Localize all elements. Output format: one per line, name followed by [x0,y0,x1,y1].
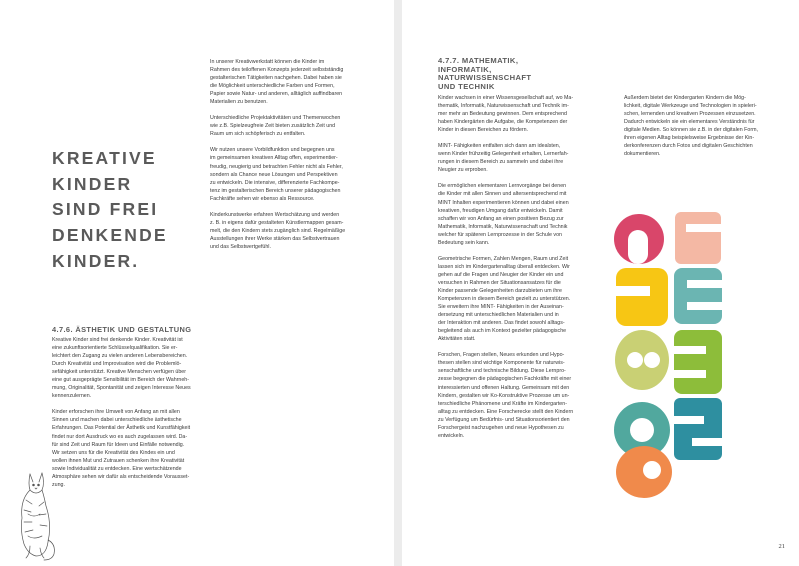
paragraph: Kreative Kinder sind frei denkende Kinder. Kreativität ist eine zukunftsorientierte Schlüsselqualifikation. Sie er- leichtert den Zugang zu vielen anderen Lebensbereichen. Durch Kreativität und Improvisation wird die Problemlö- sefähigkeit unterstützt. Kreative Menschen verfügen über eine gut ausgeprägte Sensibilität im Bereich der Wahrneh- mung, Originalität, Spontanität und zeigen Interesse Neues kennenzulernen. [52,337,191,400]
page-headline: KREATIVE KINDER SIND FREI DENKENDE KINDER. [52,148,168,271]
left-page [0,0,394,566]
paragraph: In unserer Kreativwerkstatt können die Kinder im Rahmen des teiloffenen Konzepts jederzeit selbstständig gestalterischen Tätigkeiten nachgehen. Dabei haben sie die Möglichkeit unterschiedliche Farben und Formen, Papier sowie Natur- und anderen, alltäglich auffindbaren Materialien zu benutzen. [210,59,344,106]
paragraph: Kinder erforschen ihre Umwelt von Anfang an mit allen Sinnen und machen dabei unterschiedliche ästhetische Erfahrungen. Das Potential der Ästhetik und Kunstfähigkeit findet nur dort Ausdruck wo es auch zugelassen wird. Da- für sind Zeit und Raum für Ideen und Einfälle notwendig. Wir setzen uns für die Kreativität des Kindes ein und wollen ihnen Mut und Zutrauen schenken ihre Kreativität sowie Individualität zu entdecken. Eine wertschätzende Atmosphäre sehen wir dafür als entscheidende Vorausset- zung. [52,409,191,488]
paragraph: Außerdem bietet der Kindergarten Kindern die Mög- lichkeit, digitale Werkzeuge und Technologien in spieleri- schen, lernenden und kreativen Prozessen einzusetzen. Dadurch entwickeln sie ein elementares Verständnis für digitale Medien. So können sie z.B. in der digitalen Form, ihren eigenen Alltag beispielsweise Ergebnisse der Kin- derkonferenzen durch Fotos und digitalen Geschichten dokumentieren. [624,95,758,158]
right-page [402,0,799,566]
math-text-column [438,94,620,448]
paragraph: MINT- Fähigkeiten entfalten sich dann am idealsten, wenn Kinder frühzeitig Gelegenheit erhalten, Lernerfah- rungen in diesem Bereich zu sammeln und dabei ihre Neugier zu erproben. [438,143,569,174]
paragraph: Wir nutzen unsere Vorbildfunktion und begegnen uns im gemeinsamen kreativen Alltag offen, experimentier- freudig, neugierig und betrachten Fehler nicht als Fehler, sondern als Chance neue Lösungen und Perspektiven zu entwickeln. Die intensive, differenzierte Fachkompe- tenz im gestalterischen Bereich unserer pädagogischen Fachkräfte sehen wir ebenso als Ressource. [210,147,343,202]
digital-media-text [624,94,796,166]
paragraph: Unterschiedliche Projektaktivitäten und Themenwochen wie z.B. Spielzeugfreie Zeit bieten zusätzlich Zeit und Raum um sich schöpferisch zu entfalten. [210,115,341,138]
page-gutter [394,0,402,566]
aesthetics-text [52,336,238,497]
paragraph: Geometrische Formen, Zahlen Mengen, Raum und Zeit lassen sich im Kindergartenalltag überall entdecken. Wir gehen auf die Fragen und Neugier der Kinder ein und versuchen in Rahmen der Situationsansatzes für die Kinder passende Gelegenheiten darzubieten um ihre Kompetenzen in diesem Bereich gezielt zu unterstützen. Sie erweitern ihre MINT- Fähigkeiten in der Auseinan- dersetzung mit unterschiedlichen Materialien und in der Interaktion mit anderen. Das findet sowohl alltags- begleitend als auch im Kontext gezielter pädagogische Aktivitäten statt. [438,255,571,343]
colorful-numbers-icon [612,210,724,500]
paragraph: Kinderkunstwerke erfahren Wertschätzung und werden z. B. in eigens dafür gestalteten Künstlermappen gesam- melt, die den Kindern stets zugänglich sind. Regelmäßige Ausstellungen ihrer Werke stärken das Selbstvertrauen und das Selbstwertgefühl. [210,211,346,250]
page-number: 21 [778,543,785,550]
paragraph: Forschen, Fragen stellen, Neues erkunden und Hypo- thesen stellen sind wichtige Komponente für naturwis- senschaftliche und technische Bildung. Diese Lernpro- zesse begegnen die pädagogischen Fachkräfte mit einer interessierten und offenen Haltung. Gemeinsam mit den Kindern, gestalten wir Ko-Konstruktive Prozesse um un- terschiedliche Phänomene und Kräfte im Kindergarten- alltag zu entdecken. Eine Forscherecke stellt den Kindern zu Verfügung um Bedürfnis- und Situationsorientiert den Forschergeist nachzugehen und neue Hypothesen zu entwickeln. [438,352,574,439]
section-heading-math: 4.7.7. MATHEMATIK, INFORMATIK, NATURWISSENSCHAFT UND TECHNIK [438,56,532,91]
paragraph: Die ermöglichen elementaren Lernvorgänge bei denen die Kinder mit allen Sinnen und altersentsprechend mit MINT Inhalten experimentieren können und dabei einen kreativen, freudigen Umgang dafür entwickeln. Damit schaffen wir von Anfang an einen positiven Bezug zur Mathematik, Informatik, Naturwissenschaft und Technik welcher für späteren Lernprozesse in der Schule von Bedeutung sein kann. [438,183,569,246]
creative-workshop-text [210,58,388,259]
section-heading-aesthetics: 4.7.6. ÄSTHETIK UND GESTALTUNG [52,325,192,334]
cat-sketch-icon [8,470,58,562]
paragraph: Kinder wachsen in einer Wissensgesellschaft auf, wo Ma- thematik, Informatik, Naturwissenschaft und Technik im- mer mehr an Bedeutung gewinnen. Dem entsprechend haben Kindergärten die Aufgabe, die Kompetenzen der Kinder in diesen Bereichen zu fördern. [438,95,574,134]
